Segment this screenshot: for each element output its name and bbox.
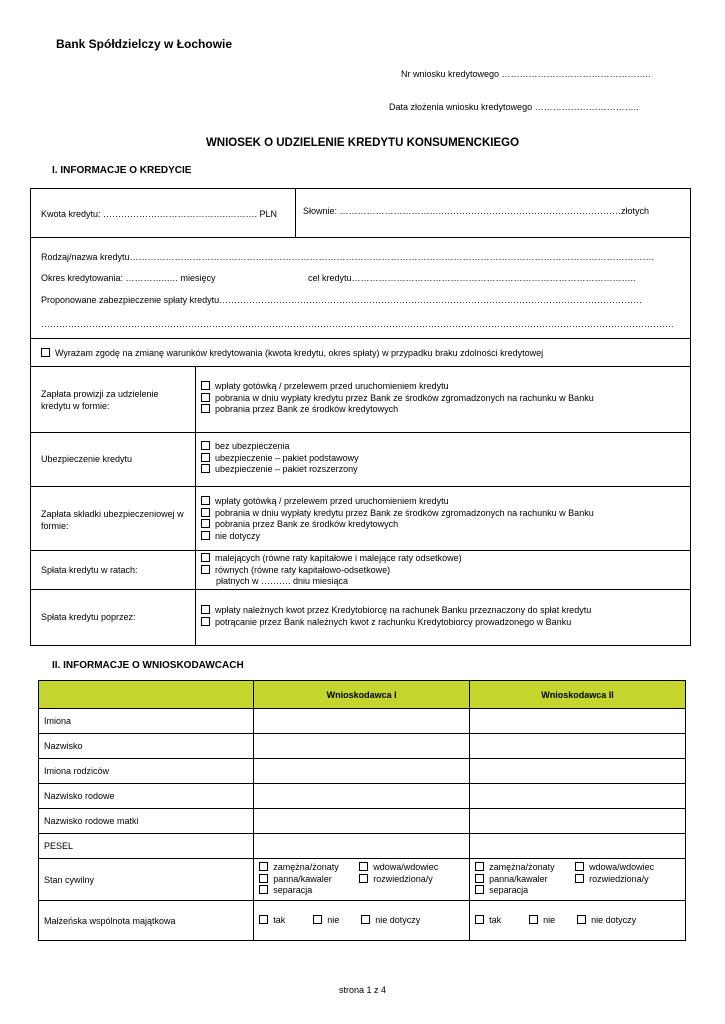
commission-option[interactable] [201, 381, 594, 393]
checkbox[interactable] [575, 862, 584, 871]
checkbox[interactable] [201, 404, 210, 413]
applicant-2-marital-property [470, 901, 686, 941]
credit-purpose-field[interactable]: cel kredytu………………………………………………………………………………….. [308, 273, 636, 283]
applicant-1-first-names-input[interactable] [254, 709, 470, 734]
applicant-1-pesel-input[interactable] [254, 834, 470, 859]
option-label: malejących (równe raty kapitałowe i malejące raty odsetkowe) [215, 553, 462, 563]
row-label: Nazwisko rodowe [39, 784, 254, 809]
civil-status-option[interactable] [575, 874, 649, 884]
checkbox[interactable] [359, 862, 368, 871]
option-label: panna/kawaler [273, 873, 332, 884]
commission-payment-label: Zapłata prowizji za udzielenie kredytu w formie: [41, 389, 159, 411]
option-label: pobrania w dniu wypłaty kredytu przez Bank ze środków zgromadzonych na rachunku w Banku [215, 392, 594, 403]
checkbox[interactable] [201, 519, 210, 528]
civil-status-option[interactable] [359, 874, 433, 884]
marital-property-option[interactable] [259, 915, 313, 927]
option-label: nie dotyczy [591, 914, 637, 925]
checkbox[interactable] [201, 531, 210, 540]
option-label: zamężna/żonaty [489, 862, 555, 873]
premium-option[interactable] [201, 496, 594, 508]
consent-option[interactable] [41, 348, 543, 358]
applicant-2-mother-family-name-input[interactable] [470, 809, 686, 834]
document-title: WNIOSEK O UDZIELENIE KREDYTU KONSUMENCKIEGO [205, 137, 520, 149]
civil-status-option[interactable] [475, 885, 680, 897]
row-label: Stan cywilny [39, 859, 254, 901]
consent-label: Wyrażam zgodę na zmianę warunków kredytowania (kwota kredytu, okres spłaty) w przypadku braku zdolności kredytowej [55, 348, 544, 358]
applicant-2-surname-input[interactable] [470, 734, 686, 759]
checkbox[interactable] [475, 874, 484, 883]
option-label: wdowa/wdowiec [589, 862, 655, 873]
installment-option[interactable] [201, 565, 462, 577]
option-label: separacja [273, 885, 313, 896]
checkbox[interactable] [201, 464, 210, 473]
insurance-option[interactable] [201, 441, 359, 453]
consent-checkbox[interactable] [41, 348, 50, 357]
credit-type-field[interactable]: Rodzaj/nazwa kredytu…………………………………………………………………………………………………………………………………………………………. [41, 252, 655, 262]
applicant-1-civil-status [254, 859, 470, 901]
credit-period-field[interactable]: Okres kredytowania: …………..…. miesięcy [41, 273, 216, 283]
marital-property-option[interactable] [529, 915, 577, 927]
installments-label: Spłata kredytu w ratach: [41, 565, 138, 575]
applicant-2-first-names-input[interactable] [470, 709, 686, 734]
column-header-applicant-2: Wnioskodawca II [470, 681, 686, 709]
insurance-premium-label: Zapłata składki ubezpieczeniowej w formie: [41, 509, 184, 531]
option-label: rozwiedziona/y [589, 873, 649, 884]
premium-option[interactable] [201, 508, 594, 520]
option-label: wpłaty gotówką / przelewem przed uruchomieniem kredytu [215, 381, 449, 391]
checkbox[interactable] [577, 915, 586, 924]
option-label: potrącanie przez Bank należnych kwot z rachunku Kredytobiorcy prowadzonego w Banku [215, 616, 572, 627]
option-label: ubezpieczenie – pakiet podstawowy [215, 452, 359, 463]
option-label: bez ubezpieczenia [215, 441, 290, 451]
option-label: wpłaty gotówką / przelewem przed uruchomieniem kredytu [215, 496, 449, 506]
civil-status-option[interactable] [475, 862, 575, 874]
amount-in-words-field[interactable]: Słownie: …………………………….……………………………………………………złotych [303, 206, 650, 216]
option-label: pobrania przez Bank ze środków kredytowych [215, 519, 399, 529]
checkbox[interactable] [259, 862, 268, 871]
checkbox[interactable] [259, 885, 268, 894]
checkbox[interactable] [259, 874, 268, 883]
row-label: Nazwisko [39, 734, 254, 759]
checkbox[interactable] [475, 862, 484, 871]
header-empty-cell [39, 681, 254, 709]
applicant-2-civil-status [470, 859, 686, 901]
column-header-applicant-1: Wnioskodawca I [254, 681, 470, 709]
credit-amount-field[interactable]: Kwota kredytu: ……………….…………………..………. PLN [41, 209, 278, 219]
checkbox[interactable] [361, 915, 370, 924]
insurance-premium-options [201, 496, 594, 542]
premium-option[interactable] [201, 531, 594, 543]
section1-heading: I. INFORMACJE O KREDYCIE [52, 165, 192, 176]
checkbox[interactable] [201, 381, 210, 390]
option-label: równych (równe raty kapitałowo-odsetkowe) [215, 564, 391, 575]
civil-status-option[interactable] [259, 862, 359, 874]
option-label: wdowa/wdowiec [373, 862, 439, 873]
checkbox[interactable] [201, 496, 210, 505]
civil-status-option[interactable] [575, 862, 654, 872]
credit-info-table [30, 188, 691, 646]
option-label: panna/kawaler [489, 873, 548, 884]
repayment-option[interactable] [201, 605, 591, 617]
checkbox[interactable] [259, 915, 268, 924]
civil-status-option[interactable] [475, 874, 575, 886]
section2-heading: II. INFORMACJE O WNIOSKODAWCACH [52, 660, 244, 671]
installments-options [201, 553, 462, 588]
option-label: pobrania przez Bank ze środków kredytowych [215, 404, 399, 414]
row-label: Imiona [39, 709, 254, 734]
marital-property-option[interactable] [313, 915, 361, 927]
civil-status-option[interactable] [259, 885, 464, 897]
applicant-1-surname-input[interactable] [254, 734, 470, 759]
option-label: rozwiedziona/y [373, 873, 433, 884]
checkbox[interactable] [201, 441, 210, 450]
repayment-option[interactable] [201, 617, 591, 629]
payment-day-field[interactable]: płatnych w ………. dniu miesiąca [216, 576, 349, 586]
checkbox[interactable] [475, 885, 484, 894]
applicant-1-marital-property [254, 901, 470, 941]
credit-insurance-options [201, 441, 359, 476]
premium-option[interactable] [201, 519, 594, 531]
commission-payment-options [201, 381, 594, 416]
checkbox[interactable] [201, 565, 210, 574]
marital-property-option[interactable] [361, 915, 420, 925]
checkbox[interactable] [201, 553, 210, 562]
option-label: pobrania w dniu wypłaty kredytu przez Bank ze środków zgromadzonych na rachunku w Banku [215, 507, 594, 518]
applicant-2-parents-names-input[interactable] [470, 759, 686, 784]
row-label: Nazwisko rodowe matki [39, 809, 254, 834]
checkbox[interactable] [201, 605, 210, 614]
installment-option[interactable] [201, 553, 462, 565]
commission-option[interactable] [201, 393, 594, 405]
applicant-2-pesel-input[interactable] [470, 834, 686, 859]
row-label: PESEL [39, 834, 254, 859]
applicant-2-family-name-input[interactable] [470, 784, 686, 809]
checkbox[interactable] [575, 874, 584, 883]
option-label: separacja [489, 885, 529, 896]
option-label: wpłaty należnych kwot przez Kredytobiorcę na rachunek Banku przeznaczony do spłat kredytu [215, 605, 592, 615]
repayment-method-label: Spłata kredytu poprzez: [41, 612, 136, 622]
row-label: Imiona rodziców [39, 759, 254, 784]
submission-date-field[interactable]: Data złożenia wniosku kredytowego …………………………….. [389, 102, 639, 112]
option-label: ubezpieczenie – pakiet rozszerzony [215, 464, 358, 474]
checkbox[interactable] [529, 915, 538, 924]
checkbox[interactable] [313, 915, 322, 924]
checkbox[interactable] [201, 453, 210, 462]
application-number-field[interactable]: Nr wniosku kredytowego ………………………………………….. [401, 69, 651, 79]
commission-option[interactable] [201, 404, 594, 416]
civil-status-option[interactable] [359, 862, 438, 872]
option-label: nie dotyczy [375, 914, 421, 925]
collateral-continuation-field[interactable]: …………………………………………………………………………………………………………………………………………………………………………………………. [41, 319, 674, 329]
option-label: zamężna/żonaty [273, 862, 339, 873]
option-label: tak [273, 914, 286, 925]
bank-name: Bank Spółdzielczy w Łochowie [56, 37, 233, 51]
checkbox[interactable] [201, 617, 210, 626]
applicant-1-parents-names-input[interactable] [254, 759, 470, 784]
option-label: tak [489, 914, 502, 925]
row-label: Małżeńska wspólnota majątkowa [39, 901, 254, 941]
option-label: nie dotyczy [215, 530, 261, 541]
credit-insurance-label: Ubezpieczenie kredytu [41, 454, 133, 464]
repayment-method-options [201, 605, 591, 628]
checkbox[interactable] [475, 915, 484, 924]
insurance-option[interactable] [201, 453, 359, 465]
civil-status-option[interactable] [259, 874, 359, 886]
checkbox[interactable] [201, 393, 210, 402]
applicant-1-family-name-input[interactable] [254, 784, 470, 809]
marital-property-option[interactable] [475, 915, 529, 927]
option-label: nie [327, 914, 340, 925]
collateral-field[interactable]: Proponowane zabezpieczenie spłaty kredytu…………………………………………………………………………………………………………………………… [41, 295, 643, 305]
applicants-table [38, 680, 686, 941]
insurance-option[interactable] [201, 464, 359, 476]
marital-property-option[interactable] [577, 915, 636, 925]
checkbox[interactable] [201, 508, 210, 517]
applicant-1-mother-family-name-input[interactable] [254, 809, 470, 834]
option-label: nie [543, 914, 556, 925]
page-number: strona 1 z 4 [338, 985, 387, 995]
checkbox[interactable] [359, 874, 368, 883]
